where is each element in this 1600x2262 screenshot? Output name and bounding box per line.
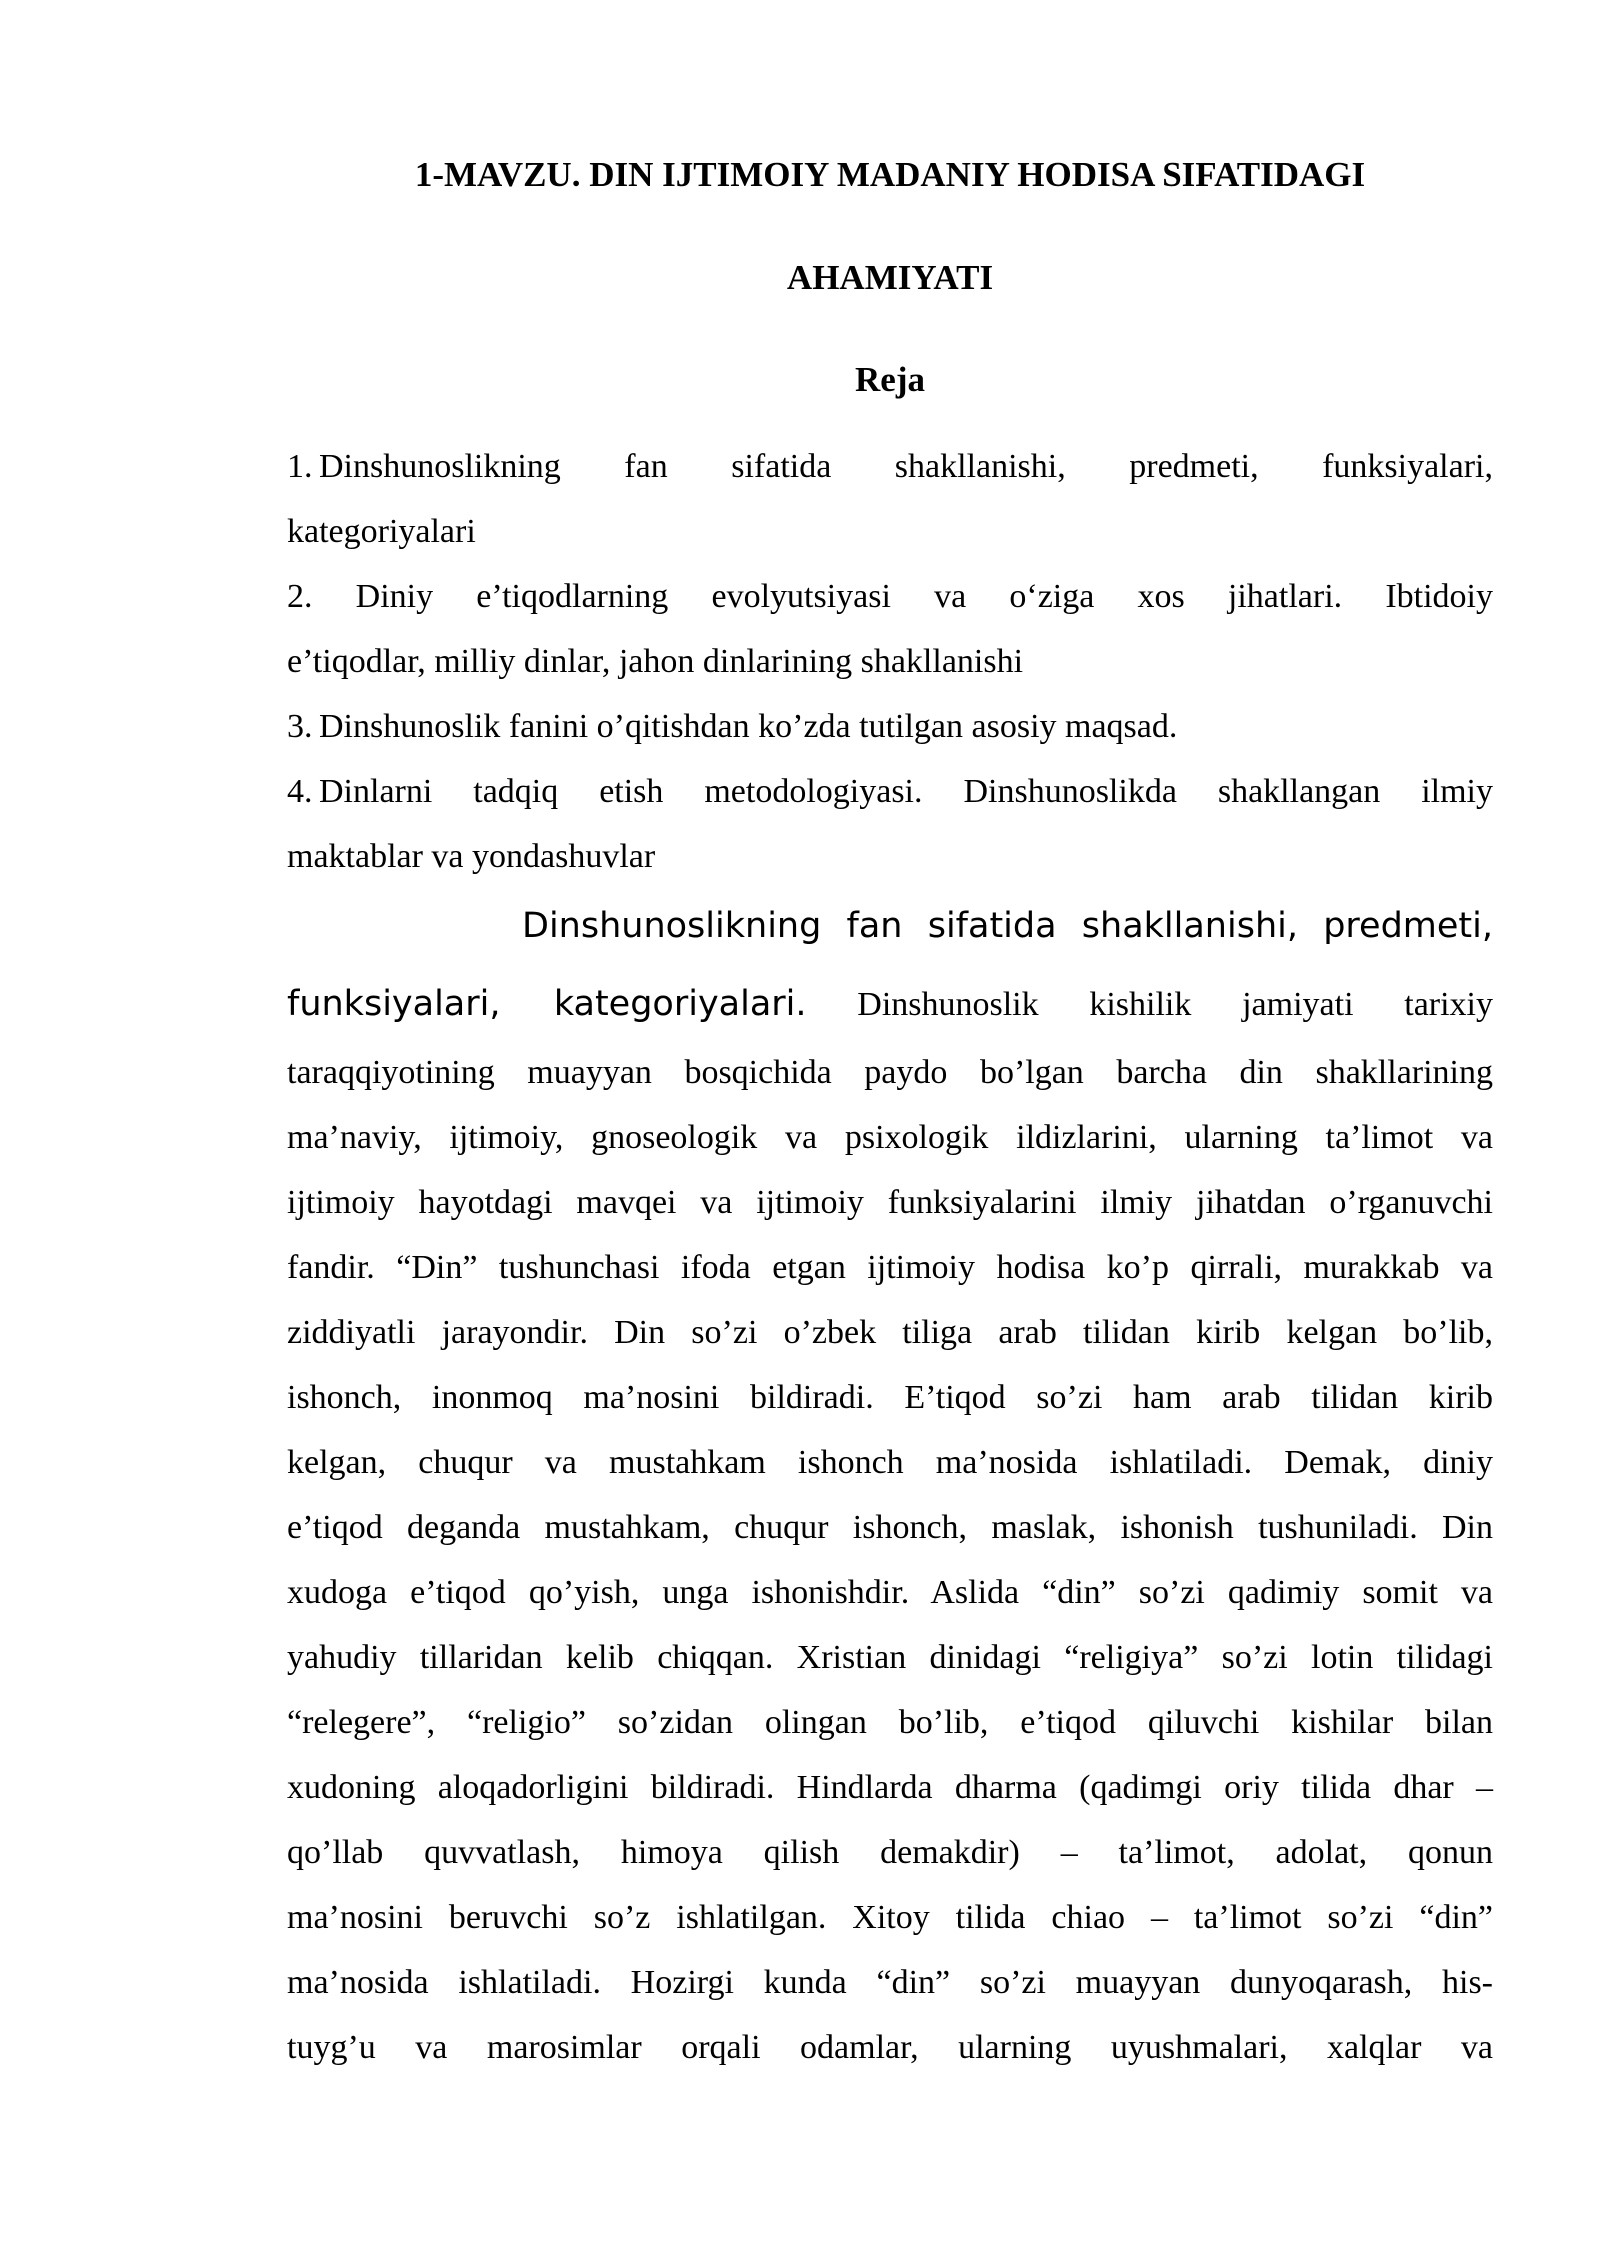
plan-item-number: 3. xyxy=(287,708,313,745)
body-line: kelgan, chuqur va mustahkam ishonch ma’nosida ishlatiladi. Demak, diniy xyxy=(287,1444,1493,1481)
plan-item-3 xyxy=(287,708,1177,746)
body-line: xudoga e’tiqod qo’yish, unga ishonishdir. Aslida “din” so’zi qadimiy somit va xyxy=(287,1574,1493,1611)
body-line-0-tail: Dinshunoslik kishilik jamiyati tarixiy xyxy=(857,986,1493,1023)
plan-item-text: Dinlarni tadqiq etish metodologiyasi. Dinshunoslikda shakllangan ilmiy xyxy=(319,773,1493,810)
plan-item-1-continuation: kategoriyalari xyxy=(287,513,476,550)
plan-item-4 xyxy=(287,773,1493,811)
body-line: tuyg’u va marosimlar orqali odamlar, ularning uyushmalari, xalqlar va xyxy=(287,2029,1493,2066)
plan-item-number: 1. xyxy=(287,448,313,485)
body-line: e’tiqod deganda mustahkam, chuqur ishonch, maslak, ishonish tushuniladi. Din xyxy=(287,1509,1493,1546)
section-heading-line-1: Dinshunoslikning fan sifatida shakllanishi, predmeti, xyxy=(522,906,1493,946)
plan-item-text: Dinshunoslikning fan sifatida shakllanishi, predmeti, funksiyalari, xyxy=(319,448,1493,485)
plan-item-number: 4. xyxy=(287,773,313,810)
plan-item-1 xyxy=(287,448,1493,486)
body-line: qo’llab quvvatlash, himoya qilish demakdir) – ta’limot, adolat, qonun xyxy=(287,1834,1493,1871)
body-line: ma’naviy, ijtimoiy, gnoseologik va psixologik ildizlarini, ularning ta’limot va xyxy=(287,1119,1493,1156)
body-line: ma’nosini beruvchi so’z ishlatilgan. Xitoy tilida chiao – ta’limot so’zi “din” xyxy=(287,1899,1493,1936)
document-title-line-1: 1-MAVZU. DIN IJTIMOIY MADANIY HODISA SIFATIDAGI xyxy=(414,155,1366,194)
body-line: ijtimoiy hayotdagi mavqei va ijtimoiy funksiyalarini ilmiy jihatdan o’rganuvchi xyxy=(287,1184,1493,1221)
section-heading-line-2: funksiyalari, kategoriyalari. xyxy=(287,984,807,1024)
body-line: ma’nosida ishlatiladi. Hozirgi kunda “din” so’zi muayyan dunyoqarash, his- xyxy=(287,1964,1493,2001)
document-title-line-2: AHAMIYATI xyxy=(786,258,994,297)
plan-item-2: 2. Diniy e’tiqodlarning evolyutsiyasi va o‘ziga xos jihatlari. Ibtidoiy xyxy=(287,578,1493,615)
plan-heading: Reja xyxy=(855,360,925,399)
body-line: ishonch, inonmoq ma’nosini bildiradi. E’tiqod so’zi ham arab tilidan kirib xyxy=(287,1379,1493,1416)
body-line: fandir. “Din” tushunchasi ifoda etgan ijtimoiy hodisa ko’p qirrali, murakkab va xyxy=(287,1249,1493,1286)
body-line: “relegere”, “religio” so’zidan olingan bo’lib, e’tiqod qiluvchi kishilar bilan xyxy=(287,1704,1493,1741)
body-line: ziddiyatli jarayondir. Din so’zi o’zbek tiliga arab tilidan kirib kelgan bo’lib, xyxy=(287,1314,1493,1351)
body-line: xudoning aloqadorligini bildiradi. Hindlarda dharma (qadimgi oriy tilida dhar – xyxy=(287,1769,1493,1806)
body-line: yahudiy tillaridan kelib chiqqan. Xristian dinidagi “religiya” so’zi lotin tilidagi xyxy=(287,1639,1493,1676)
plan-item-4-continuation: maktablar va yondashuvlar xyxy=(287,838,656,875)
body-line-0 xyxy=(287,984,1493,1024)
plan-item-2-continuation: e’tiqodlar, milliy dinlar, jahon dinlarining shakllanishi xyxy=(287,643,1024,680)
body-line: taraqqiyotining muayyan bosqichida paydo bo’lgan barcha din shakllarining xyxy=(287,1054,1493,1091)
plan-item-text: Dinshunoslik fanini o’qitishdan ko’zda tutilgan asosiy maqsad. xyxy=(319,708,1178,745)
